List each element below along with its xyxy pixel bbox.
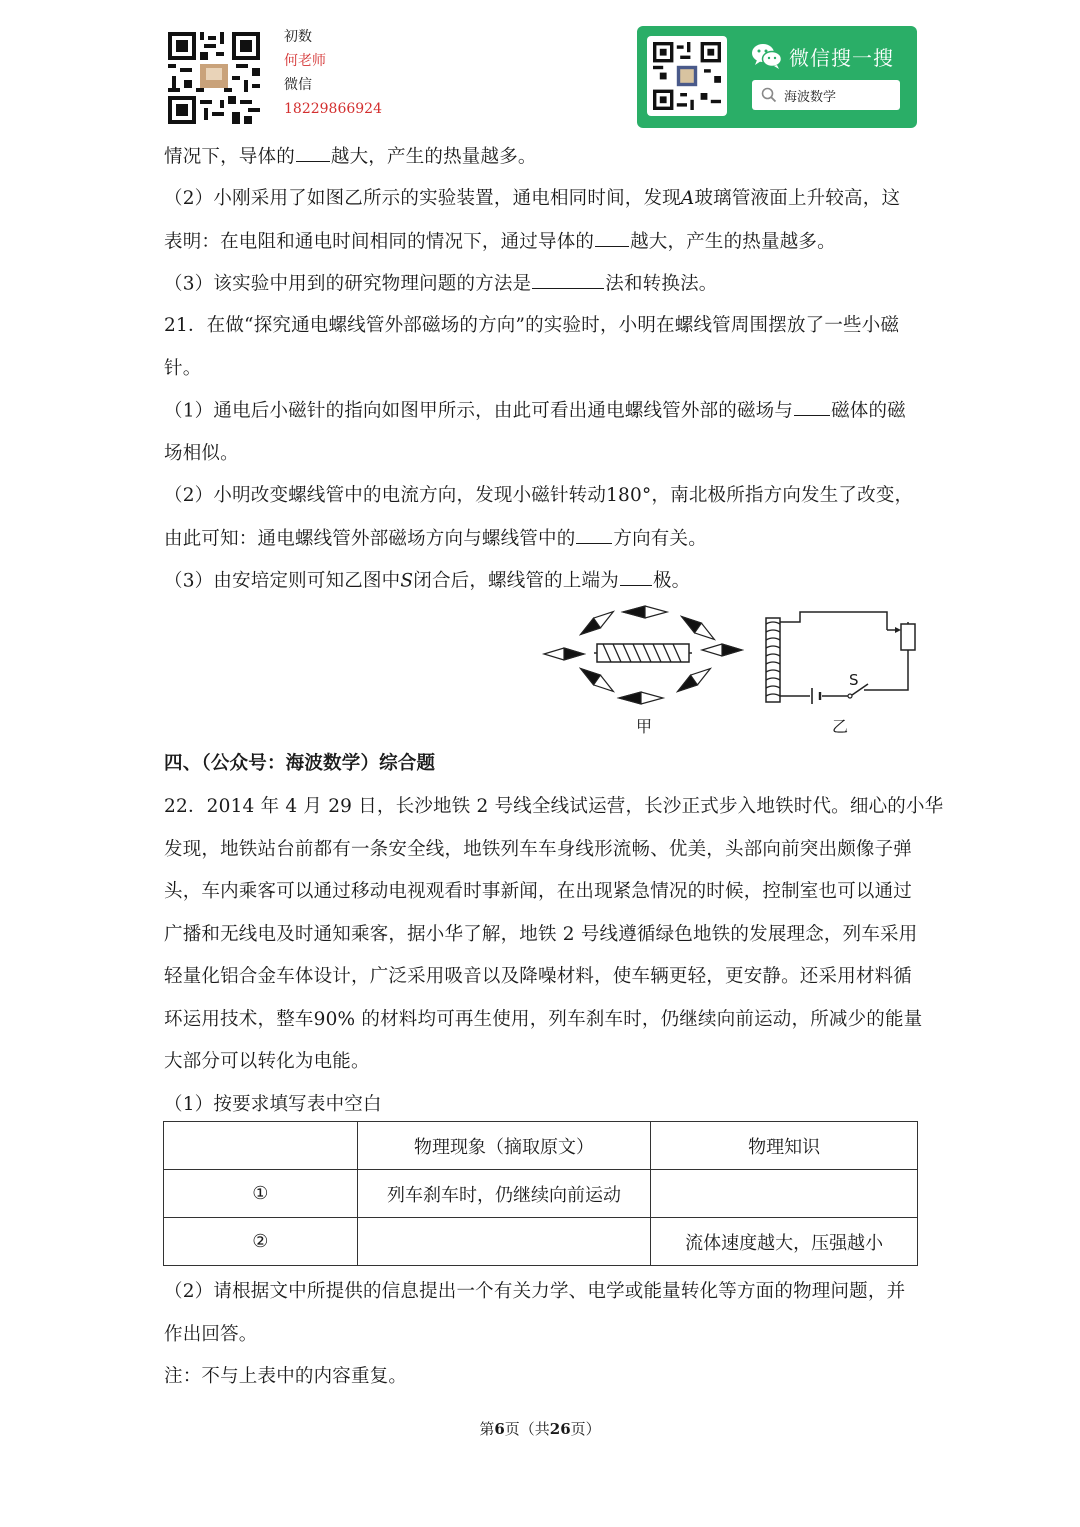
figure-yi-circuit: [760, 608, 920, 712]
page-footer: 第6页（共26页）: [479, 1420, 601, 1438]
text-line: （2）小刚采用了如图乙所示的实验装置，通电相同时间，发现A玻璃管液面上升较高，这: [164, 188, 901, 209]
table-header-cell: [164, 1122, 358, 1170]
wechat-search-title: 微信搜一搜: [789, 46, 894, 70]
contact-phone: 18229866924: [284, 101, 382, 117]
answer-blank[interactable]: [620, 566, 652, 586]
text-line: 表明：在电阻和通电时间相同的情况下，通过导体的 越大，产生的热量越多。: [164, 227, 836, 253]
text-line: 场相似。: [164, 443, 239, 464]
text-line: 头，车内乘客可以通过移动电视观看时事新闻，在出现紧急情况的时候，控制室也可以通过: [164, 881, 913, 902]
table-header-row: [164, 1122, 918, 1170]
table-cell-blank[interactable]: [651, 1170, 918, 1218]
text-line: 轻量化铝合金车体设计，广泛采用吸音以及降噪材料，使车辆更轻，更安静。还采用材料循: [164, 966, 913, 987]
switch-label: S: [849, 671, 859, 689]
figure-jia-solenoid-compasses: [540, 598, 750, 710]
contact-info: [284, 25, 382, 121]
contact-teacher: 何老师: [284, 53, 326, 69]
question-22-line: 22．2014 年 4 月 29 日，长沙地铁 2 号线全线试运营，长沙正式步入地铁时代。细心的小华: [164, 796, 944, 817]
section-heading: 四、（公众号：海波数学）综合题: [164, 753, 436, 774]
text-line: 环运用技术，整车90% 的材料均可再生使用，列车刹车时，仍继续向前运动，所减少的能量: [164, 1009, 923, 1030]
table-cell: 流体速度越大，压强越小: [651, 1218, 918, 1266]
answer-blank[interactable]: [595, 227, 629, 247]
note-line: 注：不与上表中的内容重复。: [164, 1366, 408, 1387]
text-line: （3）该实验中用到的研究物理问题的方法是 法和转换法。: [164, 269, 717, 295]
answer-blank[interactable]: [296, 142, 330, 162]
table-cell: ①: [164, 1170, 358, 1218]
text-line: 针。: [164, 358, 202, 379]
answer-table: [163, 1121, 918, 1266]
figure-label-yi: 乙: [832, 717, 849, 736]
text-line: （2）请根据文中所提供的信息提出一个有关力学、电学或能量转化等方面的物理问题，并: [164, 1281, 906, 1302]
answer-blank[interactable]: [576, 524, 612, 544]
contact-subject: 初数: [284, 29, 312, 45]
text-line: （2）小明改变螺线管中的电流方向，发现小磁针转动180°，南北极所指方向发生了改变，: [164, 485, 914, 506]
answer-blank[interactable]: [532, 269, 604, 289]
text-line: （3）由安培定则可知乙图中S闭合后，螺线管的上端为 极。: [164, 566, 690, 592]
text-line: 广播和无线电及时通知乘客，据小华了解，地铁 2 号线遵循绿色地铁的发展理念，列车采用: [164, 924, 918, 945]
page-number: 6: [494, 1420, 505, 1438]
wechat-search-card[interactable]: [637, 26, 917, 128]
search-icon: [761, 87, 777, 103]
wechat-qr-code: [647, 36, 727, 116]
qr-code-left: [168, 32, 260, 124]
text-line: 情况下，导体的 越大，产生的热量越多。: [164, 142, 537, 168]
wechat-logo-icon: [751, 42, 783, 70]
contact-wechat-label: 微信: [284, 77, 312, 93]
page-total: 26: [549, 1420, 571, 1438]
answer-blank[interactable]: [794, 396, 830, 416]
question-21-line: 21．在做“探究通电螺线管外部磁场的方向”的实验时，小明在螺线管周围摆放了一些小磁: [164, 315, 900, 336]
text-line: （1）通电后小磁针的指向如图甲所示，由此可看出通电螺线管外部的磁场与 磁体的磁: [164, 396, 906, 422]
wechat-search-box[interactable]: [752, 80, 900, 110]
table-cell: 列车刹车时，仍继续向前运动: [357, 1170, 651, 1218]
text-line: 作出回答。: [164, 1324, 258, 1345]
text-line: 由此可知：通电螺线管外部磁场方向与螺线管中的 方向有关。: [164, 524, 707, 550]
wechat-search-text: 海波数学: [784, 90, 837, 105]
table-row: [164, 1170, 918, 1218]
table-cell: ②: [164, 1218, 358, 1266]
table-row: [164, 1218, 918, 1266]
table-header-cell: 物理知识: [651, 1122, 918, 1170]
table-header-cell: 物理现象（摘取原文）: [357, 1122, 651, 1170]
text-line: （1）按要求填写表中空白: [164, 1094, 382, 1115]
text-line: 发现，地铁站台前都有一条安全线，地铁列车车身线形流畅、优美，头部向前突出颇像子弹: [164, 839, 913, 860]
figure-label-jia: 甲: [636, 717, 653, 736]
text-line: 大部分可以转化为电能。: [164, 1051, 370, 1072]
table-cell-blank[interactable]: [357, 1218, 651, 1266]
